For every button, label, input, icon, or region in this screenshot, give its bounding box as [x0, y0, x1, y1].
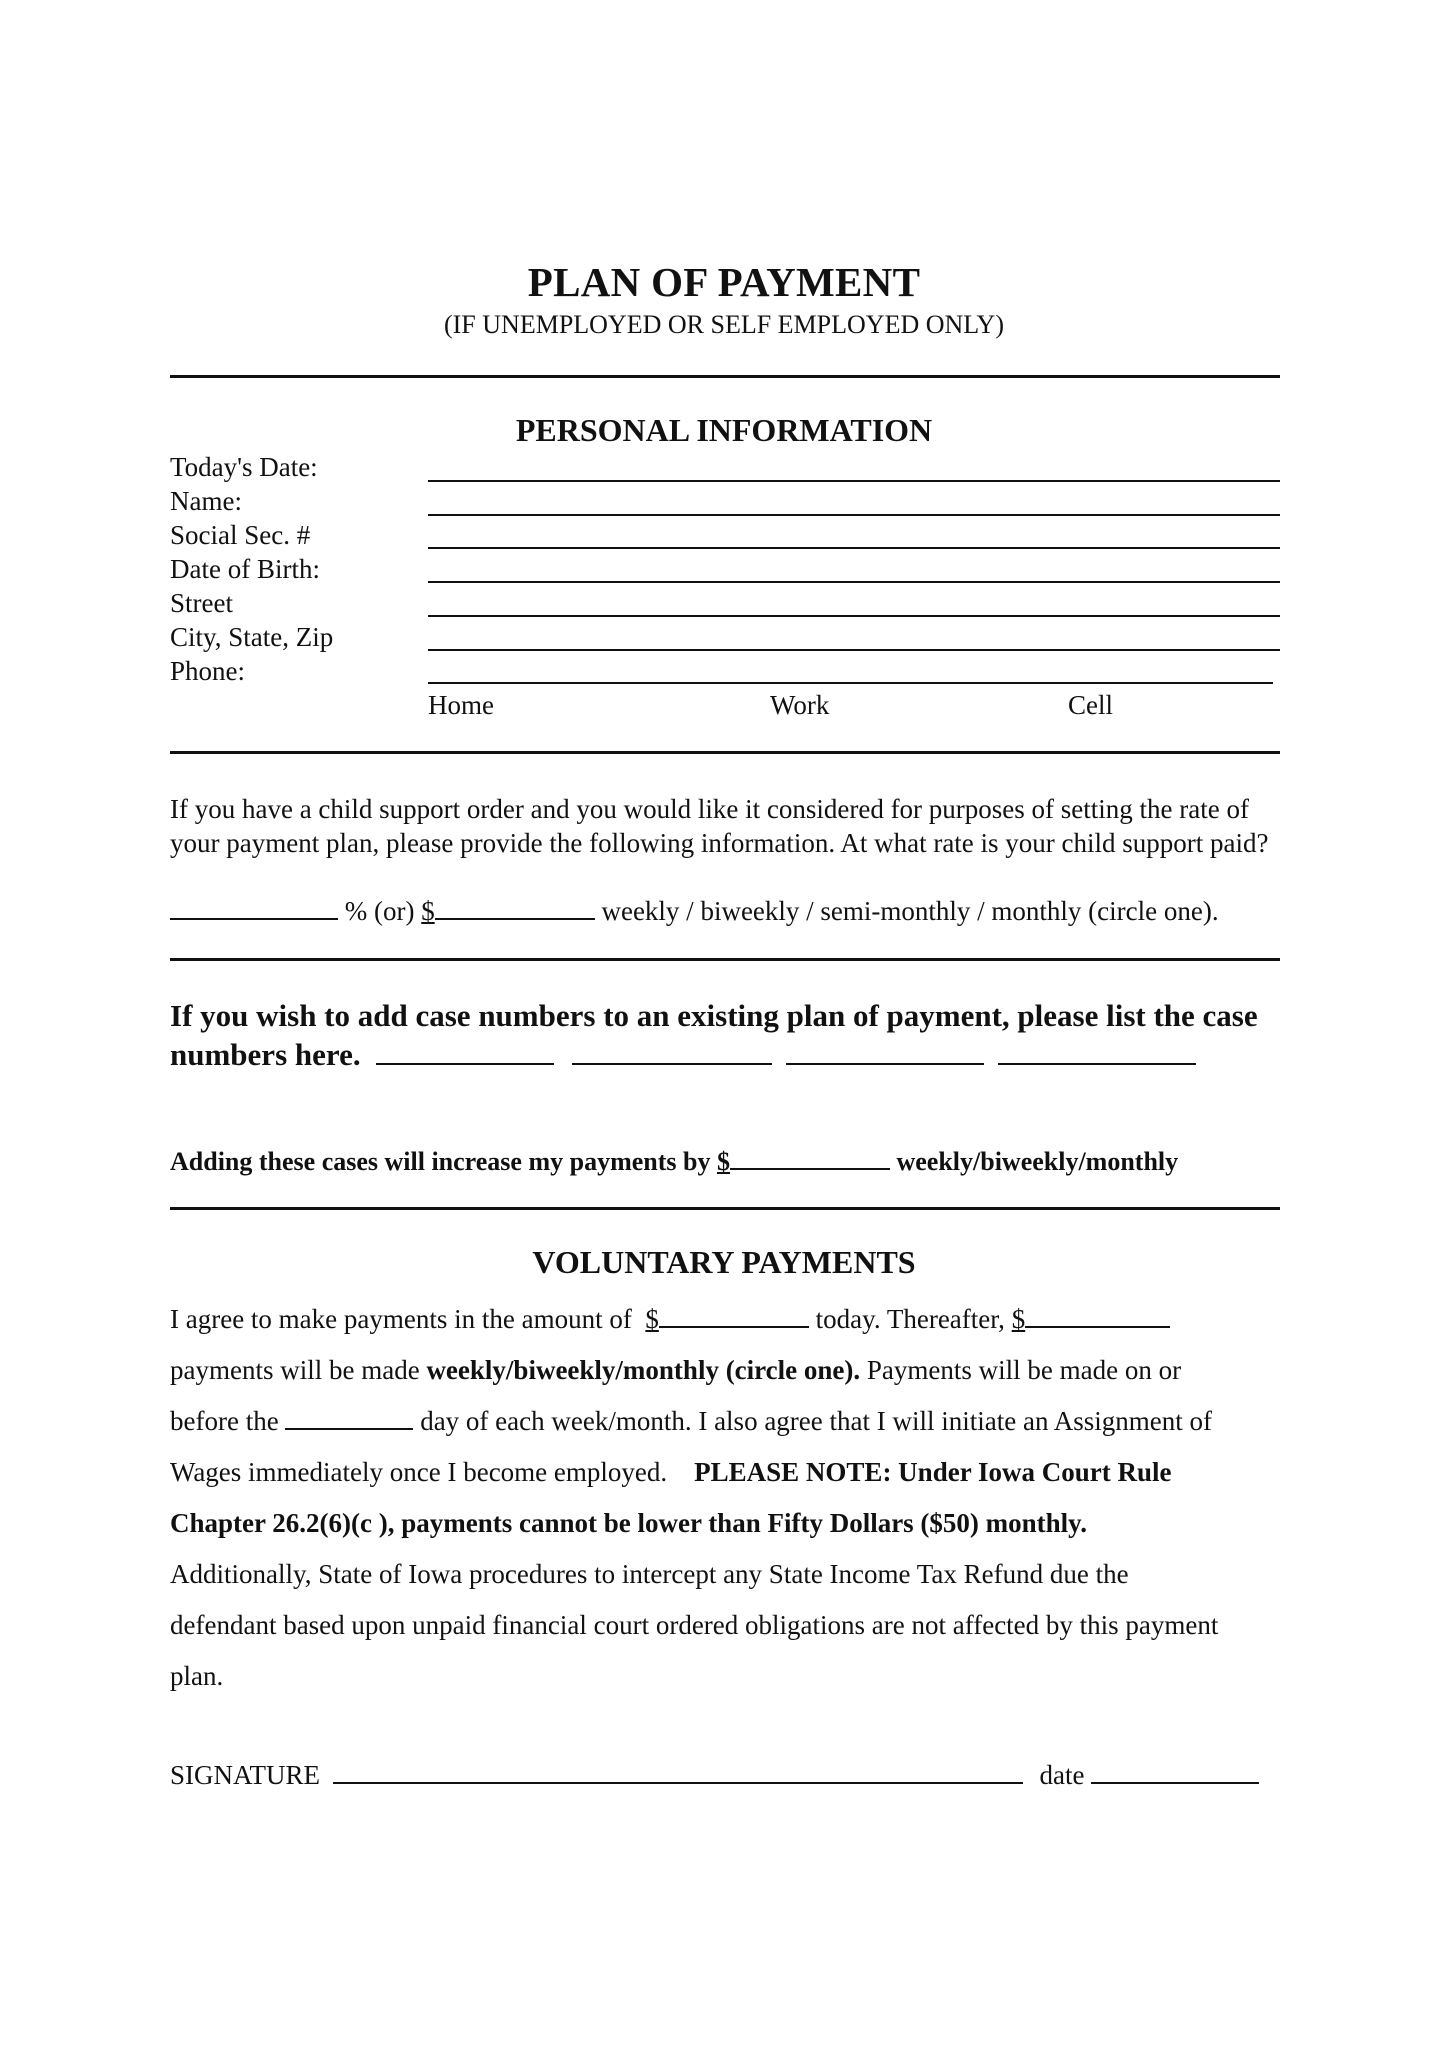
thereafter-amount-field[interactable] — [1025, 1302, 1170, 1328]
voluntary-line-4 — [170, 1455, 1290, 1489]
child-support-rate-line — [170, 894, 1285, 928]
day-field[interactable] — [285, 1404, 413, 1430]
percent-label: % (or) — [344, 896, 415, 926]
city-state-zip-label: City, State, Zip — [170, 622, 334, 652]
divider — [170, 375, 1280, 378]
page-title: PLAN OF PAYMENT — [527, 259, 921, 305]
date-label: date — [1039, 1760, 1085, 1790]
increase-frequency: weekly/biweekly/monthly — [896, 1147, 1179, 1176]
voluntary-line-1 — [170, 1302, 1290, 1336]
frequency-circle-one: weekly/biweekly/monthly (circle one). — [426, 1355, 861, 1385]
case-number-field-2[interactable] — [572, 1039, 772, 1065]
dollar-sign: $ — [1011, 1304, 1026, 1334]
voluntary-line-5 — [170, 1506, 1290, 1540]
voluntary-line-6: Additionally, State of Iowa procedures to intercept any State Income Tax Refund due the — [170, 1559, 1129, 1589]
dollar-sign: $ — [645, 1304, 659, 1334]
signature-line — [170, 1758, 1290, 1792]
name-label: Name: — [170, 486, 242, 516]
case-number-field-3[interactable] — [786, 1039, 984, 1065]
voluntary-text: I agree to make payments in the amount of — [170, 1304, 632, 1334]
dob-field[interactable] — [428, 581, 1280, 583]
add-cases-text: If you wish to add case numbers to an existing plan of payment, please list the case numbers here. — [170, 998, 1258, 1072]
section-title-voluntary: VOLUNTARY PAYMENTS — [532, 1244, 916, 1280]
signature-field[interactable] — [333, 1758, 1023, 1784]
today-amount-field[interactable] — [659, 1302, 809, 1328]
street-label: Street — [170, 588, 233, 618]
court-rule-note: Chapter 26.2(6)(c ), payments cannot be lower than Fifty Dollars ($50) monthly. — [170, 1508, 1087, 1538]
city-state-zip-field[interactable] — [428, 649, 1280, 651]
divider — [170, 751, 1280, 754]
voluntary-text: today. Thereafter, — [815, 1304, 1005, 1334]
phone-work-label: Work — [770, 690, 830, 720]
phone-home-label: Home — [428, 690, 494, 720]
voluntary-line-7: defendant based upon unpaid financial court ordered obligations are not affected by this payment — [170, 1610, 1219, 1640]
child-support-frequency: weekly / biweekly / semi-monthly / monthly (circle one). — [601, 896, 1219, 926]
increase-amount-field[interactable] — [730, 1144, 890, 1170]
increase-line — [170, 1144, 1178, 1177]
case-number-field-4[interactable] — [998, 1039, 1196, 1065]
add-cases-line — [170, 996, 1290, 1074]
child-support-intro: If you have a child support order and you would like it considered for purposes of setting the rate of your payment plan, please provide the following information. At what rate is your child support paid? — [170, 794, 1269, 858]
name-field[interactable] — [428, 514, 1280, 516]
increase-label: Adding these cases will increase my payments by — [170, 1147, 711, 1176]
voluntary-line-8: plan. — [170, 1661, 224, 1691]
voluntary-line-3 — [170, 1404, 1290, 1438]
voluntary-text: Payments will be made on or — [866, 1355, 1182, 1385]
dollar-sign: $ — [716, 1147, 730, 1176]
divider — [170, 1207, 1280, 1210]
voluntary-line-2 — [170, 1353, 1290, 1387]
please-note: PLEASE NOTE: Under Iowa Court Rule — [694, 1457, 1172, 1487]
section-title-personal: PERSONAL INFORMATION — [515, 412, 933, 448]
ssn-label: Social Sec. # — [170, 520, 311, 550]
dob-label: Date of Birth: — [170, 554, 320, 584]
phone-field[interactable] — [428, 682, 1273, 684]
signature-label: SIGNATURE — [170, 1760, 321, 1790]
dollar-sign: $ — [421, 896, 435, 926]
voluntary-text: before the — [170, 1406, 279, 1436]
voluntary-text: payments will be made — [170, 1355, 420, 1385]
case-number-field-1[interactable] — [376, 1039, 554, 1065]
phone-label: Phone: — [170, 656, 246, 686]
ssn-field[interactable] — [428, 547, 1280, 549]
voluntary-text: day of each week/month. I also agree that I will initiate an Assignment of — [420, 1406, 1212, 1436]
dollar-blank[interactable] — [435, 894, 595, 920]
todays-date-label: Today's Date: — [170, 452, 318, 482]
voluntary-text: Wages immediately once I become employed. — [170, 1457, 668, 1487]
divider — [170, 958, 1280, 961]
phone-cell-label: Cell — [1068, 690, 1113, 720]
page-subtitle: (IF UNEMPLOYED OR SELF EMPLOYED ONLY) — [443, 310, 1004, 339]
date-field[interactable] — [1091, 1758, 1259, 1784]
street-field[interactable] — [428, 615, 1280, 617]
todays-date-field[interactable] — [428, 480, 1280, 482]
percent-blank[interactable] — [170, 894, 338, 920]
